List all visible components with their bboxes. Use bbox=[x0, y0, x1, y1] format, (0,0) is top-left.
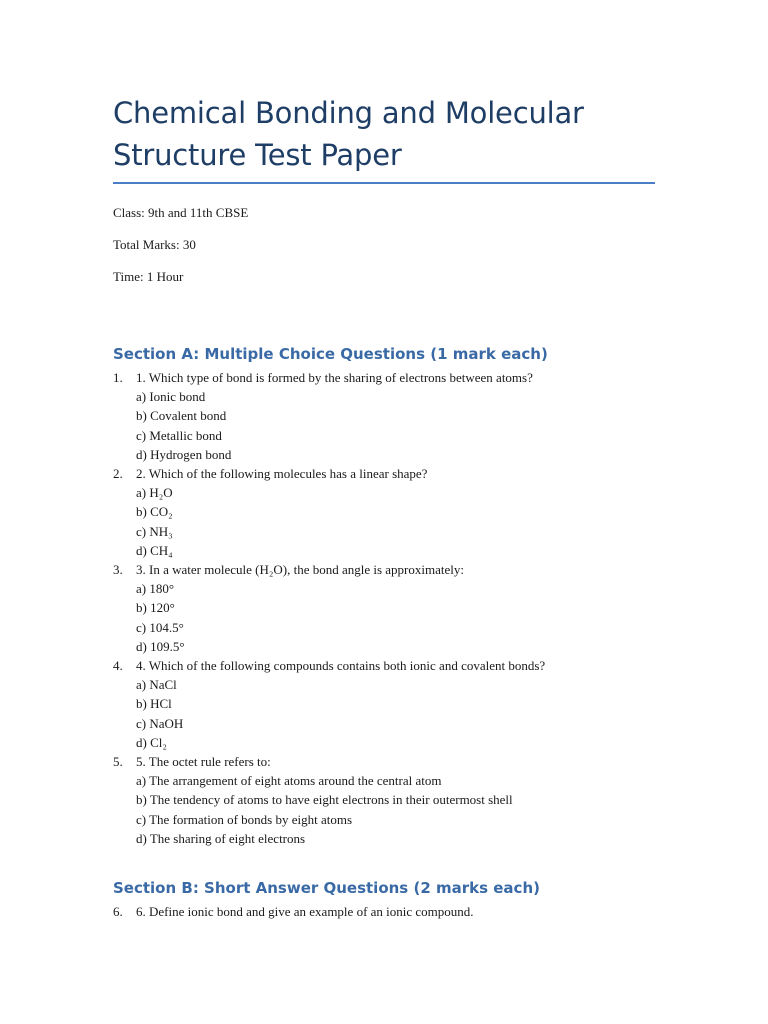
question-5 bbox=[113, 752, 655, 848]
option-d: d) The sharing of eight electrons bbox=[136, 830, 306, 846]
option-b: b) The tendency of atoms to have eight electrons in their outermost shell bbox=[136, 792, 513, 808]
question-text: 3. In a water molecule (H₂O), the bond angle is approximately: bbox=[136, 562, 464, 578]
question-4 bbox=[113, 656, 655, 752]
question-text: 4. Which of the following compounds contains both ionic and covalent bonds? bbox=[136, 658, 546, 674]
time-info: Time: 1 Hour bbox=[113, 269, 184, 284]
option-d: d) Cl₂ bbox=[136, 734, 167, 750]
question-2 bbox=[113, 464, 655, 560]
section-b-heading: Section B: Short Answer Questions (2 marks each) bbox=[113, 879, 540, 898]
option-b: b) 120° bbox=[136, 600, 175, 616]
question-text: 1. Which type of bond is formed by the sharing of electrons between atoms? bbox=[136, 370, 533, 385]
question-number: 2. bbox=[113, 466, 123, 482]
option-a: a) 180° bbox=[136, 581, 175, 597]
option-d: d) 109.5° bbox=[136, 638, 185, 654]
option-c: c) NH₃ bbox=[136, 523, 173, 539]
option-c: c) Metallic bond bbox=[136, 427, 222, 443]
class-info: Class: 9th and 11th CBSE bbox=[113, 205, 249, 220]
option-a: a) H₂O bbox=[136, 485, 173, 501]
question-number: 5. bbox=[113, 754, 123, 770]
document-title bbox=[113, 92, 655, 176]
section-a-question-list bbox=[113, 368, 655, 848]
option-c: c) 104.5° bbox=[136, 619, 184, 635]
section-b-question-list bbox=[113, 902, 655, 921]
option-a: a) Ionic bond bbox=[136, 389, 206, 405]
document-page bbox=[113, 92, 655, 921]
option-a: a) NaCl bbox=[136, 677, 177, 693]
option-b: b) HCl bbox=[136, 696, 172, 712]
question-number: 4. bbox=[113, 658, 123, 674]
question-text: 2. Which of the following molecules has a linear shape? bbox=[136, 466, 428, 482]
question-number: 6. bbox=[113, 904, 123, 920]
total-marks-info: Total Marks: 30 bbox=[113, 237, 196, 252]
question-text: 5. The octet rule refers to: bbox=[136, 754, 271, 770]
question-3 bbox=[113, 560, 655, 656]
question-1 bbox=[113, 368, 655, 464]
option-b: b) CO₂ bbox=[136, 504, 173, 520]
question-6 bbox=[113, 902, 655, 921]
title-line-2: Structure Test Paper bbox=[113, 138, 402, 172]
question-number: 1. bbox=[113, 370, 123, 385]
option-b: b) Covalent bond bbox=[136, 408, 227, 424]
option-d: d) Hydrogen bond bbox=[136, 446, 232, 462]
question-number: 3. bbox=[113, 562, 123, 578]
option-a: a) The arrangement of eight atoms around the central atom bbox=[136, 773, 442, 789]
section-a-heading: Section A: Multiple Choice Questions (1 mark each) bbox=[113, 345, 548, 363]
title-line-1: Chemical Bonding and Molecular bbox=[113, 96, 584, 130]
option-c: c) NaOH bbox=[136, 715, 184, 731]
title-divider bbox=[113, 182, 655, 184]
option-d: d) CH₄ bbox=[136, 542, 173, 558]
question-text: 6. Define ionic bond and give an example of an ionic compound. bbox=[136, 904, 474, 920]
option-c: c) The formation of bonds by eight atoms bbox=[136, 811, 353, 827]
